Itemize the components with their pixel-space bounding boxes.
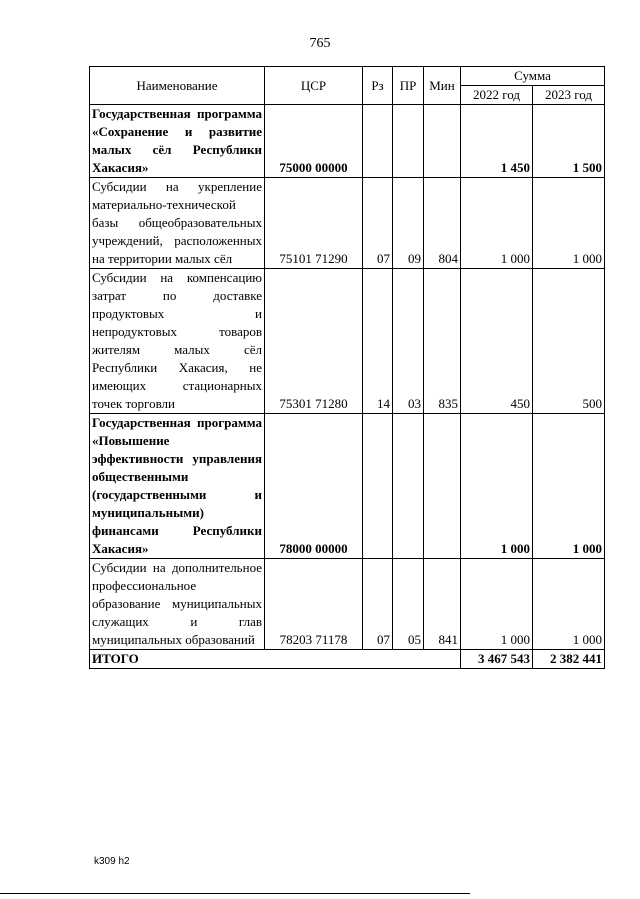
table-row	[90, 269, 605, 414]
total-row	[90, 650, 605, 669]
row-min	[424, 105, 461, 178]
row-sum-2023: 1 000	[533, 178, 605, 269]
budget-table	[89, 66, 605, 669]
row-sum-2023: 1 000	[533, 559, 605, 650]
table-row	[90, 105, 605, 178]
row-rz	[363, 105, 393, 178]
row-sum-2022: 450	[461, 269, 533, 414]
total-sum-2023: 2 382 441	[533, 650, 605, 669]
table-row	[90, 178, 605, 269]
page-number: 765	[309, 36, 331, 51]
row-min	[424, 414, 461, 559]
header-rz: Рз	[363, 67, 393, 105]
row-csr: 75000 00000	[265, 105, 363, 178]
row-pr: 09	[393, 178, 424, 269]
row-sum-2022: 1 450	[461, 105, 533, 178]
footer-code: k309 h2	[94, 856, 130, 867]
row-sum-2022: 1 000	[461, 178, 533, 269]
header-sum: Сумма	[461, 67, 605, 86]
row-rz: 07	[363, 178, 393, 269]
row-name: Субсидии на компенсацию затрат по доставке продуктовых и непродуктовых товаров жителям малых сёл Республики Хакасия, не имеющих стационарных точек торговли	[90, 269, 265, 414]
row-sum-2023: 1 000	[533, 414, 605, 559]
row-pr	[393, 105, 424, 178]
header-year-2023: 2023 год	[533, 86, 605, 105]
row-name: Государственная программа «Сохранение и развитие малых сёл Республики Хакасия»	[90, 105, 265, 178]
row-csr: 75301 71280	[265, 269, 363, 414]
row-pr: 05	[393, 559, 424, 650]
row-min: 841	[424, 559, 461, 650]
row-min: 835	[424, 269, 461, 414]
row-name: Государственная программа «Повышение эффективности управления общественными (государственными и муниципальными) финансами Республики Хакасия»	[90, 414, 265, 559]
row-min: 804	[424, 178, 461, 269]
bottom-rule	[0, 893, 470, 894]
total-label: ИТОГО	[90, 650, 461, 669]
header-pr: ПР	[393, 67, 424, 105]
row-sum-2023: 500	[533, 269, 605, 414]
header-min: Мин	[424, 67, 461, 105]
row-rz	[363, 414, 393, 559]
row-rz: 14	[363, 269, 393, 414]
row-csr: 78203 71178	[265, 559, 363, 650]
row-sum-2022: 1 000	[461, 559, 533, 650]
header-csr: ЦСР	[265, 67, 363, 105]
row-csr: 75101 71290	[265, 178, 363, 269]
row-csr: 78000 00000	[265, 414, 363, 559]
total-sum-2022: 3 467 543	[461, 650, 533, 669]
row-pr: 03	[393, 269, 424, 414]
row-pr	[393, 414, 424, 559]
table-row	[90, 414, 605, 559]
header-year-2022: 2022 год	[461, 86, 533, 105]
header-name: Наименование	[90, 67, 265, 105]
row-rz: 07	[363, 559, 393, 650]
table-row	[90, 559, 605, 650]
row-name: Субсидии на дополнительное профессиональное образование муниципальных служащих и глав муниципальных образований	[90, 559, 265, 650]
row-sum-2023: 1 500	[533, 105, 605, 178]
row-name: Субсидии на укрепление материально-технической базы общеобразовательных учреждений, расположенных на территории малых сёл	[90, 178, 265, 269]
row-sum-2022: 1 000	[461, 414, 533, 559]
